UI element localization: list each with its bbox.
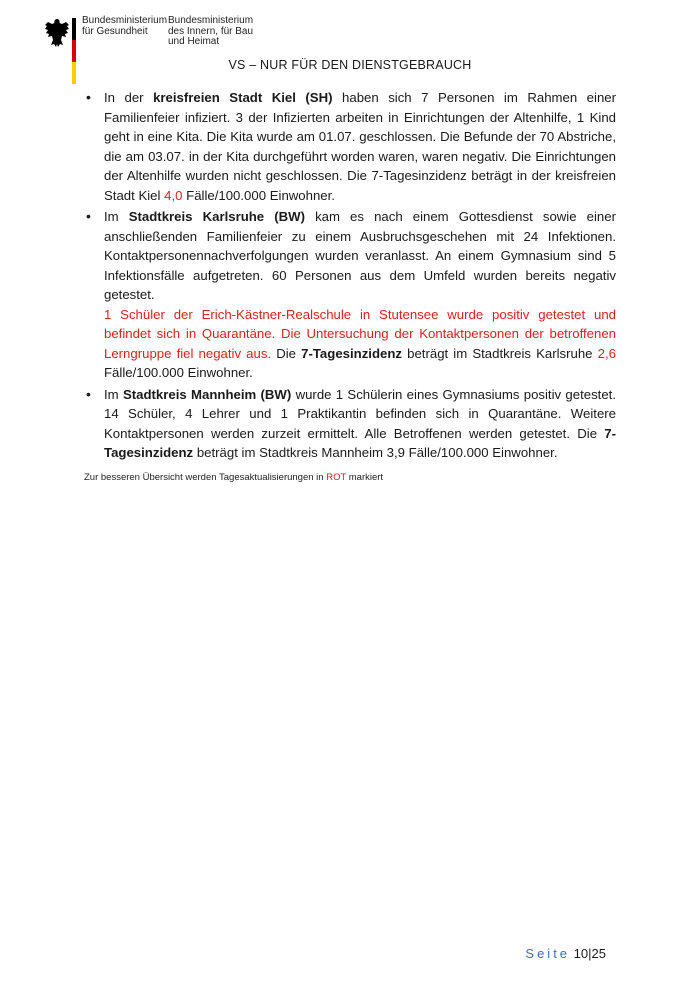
page-label: Seite (525, 946, 571, 961)
ministry-health: Bundesministerium für Gesundheit (82, 15, 168, 37)
classification-label: VS – NUR FÜR DEN DIENSTGEBRAUCH (228, 58, 472, 72)
federal-eagle-icon (44, 18, 70, 48)
location-karlsruhe: Stadtkreis Karlsruhe (BW) (128, 209, 305, 224)
case-list (84, 88, 616, 463)
incidence-kiel: 4,0 (164, 187, 183, 203)
location-kiel: kreisfreien Stadt Kiel (SH) (153, 90, 333, 105)
incidence-karlsruhe: 2,6 (597, 345, 616, 361)
flag-bar (72, 18, 76, 84)
footnote-highlight: ROT (326, 472, 347, 483)
page-number: Seite 10|25 (525, 946, 606, 961)
update-karlsruhe: 1 Schüler der Erich-Kästner-Realschule in Stutensee wurde positiv getestet und befindet sich in Quarantäne. Die Untersuchung der Kontaktpersonen der betroffenen Lerngruppe fiel negativ aus. (104, 306, 616, 361)
location-mannheim: Stadtkreis Mannheim (BW) (122, 386, 292, 402)
report-body (84, 88, 616, 465)
footnote: Zur besseren Übersicht werden Tagesaktualisierungen in ROT markiert (84, 472, 384, 483)
list-item-kiel: • In der kreisfreien Stadt Kiel (SH) haben sich 7 Personen im Rahmen einer Familienfeier infiziert. 3 der Infizierten arbeiten in Einrichtungen der Altenhilfe, 1 Kind geht in eine Kita. Die Kita wurde am 01.07. geschlossen. Die Befunde der 70 Abstriche, die am 03.07. in der Kita durchgeführt worden waren, waren negativ. Die Einrichtungen der Altenhilfe wurden nicht geschlossen. Die 7-Tagesinzidenz beträgt in der kreisfreien Stadt Kiel 4,0 Fälle/100.000 Einwohner. (84, 88, 616, 205)
list-item-karlsruhe: • Im Stadtkreis Karlsruhe (BW) kam es nach einem Gottesdienst sowie einer anschließenden Familienfeier zu einem Ausbruchsgeschehen mit 24 Infektionen. Kontaktpersonennachverfolgungen wurden veranlasst. An einem Gymnasium sind 5 Infektionsfälle aufgetreten. 60 Personen aus dem Umfeld wurden bereits negativ getestet. 1 Schüler der Erich-Kästner-Realschule in Stutensee wurde positiv getestet und befindet sich in Quarantäne. Die Untersuchung der Kontaktpersonen der betroffenen Lerngruppe fiel negativ aus. Die 7-Tagesinzidenz beträgt im Stadtkreis Karlsruhe 2,6 Fälle/100.000 Einwohner. (84, 207, 616, 383)
ministry-interior: Bundesministerium des Innern, für Bau und Heimat (168, 15, 254, 47)
list-item-mannheim: • Im Stadtkreis Mannheim (BW) wurde 1 Schülerin eines Gymnasiums positiv getestet. 14 Schüler, 4 Lehrer und 1 Praktikantin befinden sich in Quarantäne. Weitere Kontaktpersonen werden zurzeit ermittelt. Alle Betroffenen werden getestet. Die 7-Tagesinzidenz beträgt im Stadtkreis Mannheim 3,9 Fälle/100.000 Einwohner. (84, 385, 616, 463)
